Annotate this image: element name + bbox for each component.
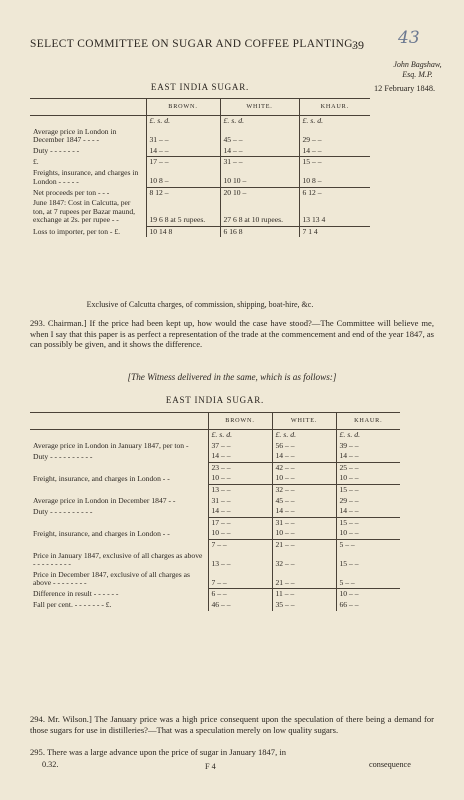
t1-cell-white: 27 6 8 at 10 rupees. [220, 198, 299, 226]
t2-cell-white: 32 – – [272, 484, 336, 495]
t1-row [30, 187, 370, 198]
t2-row [30, 506, 400, 517]
t2-cell-khaur: 10 – – [339, 473, 359, 483]
date-sidenote: 12 February 1848. [374, 84, 436, 93]
t2-cell-white: 56 – – [272, 441, 336, 452]
t2-row [30, 570, 400, 589]
t1-column-header: BROWN. [146, 99, 220, 116]
t1-cell-white: 45 – – [220, 127, 299, 146]
t2-cell-white: 21 – – [272, 539, 336, 550]
paragraph-293 [30, 318, 434, 350]
t1-cell-khaur: 7 1 4 [299, 226, 370, 237]
t2-cell-brown: 7 – – [208, 570, 272, 589]
t2-row [30, 517, 400, 528]
t2-row-label: Average price in London in January 1847, per ton - [30, 441, 208, 452]
t1-cell-brown: 31 – – [146, 127, 220, 146]
t1-row-label: June 1847: Cost in Calcutta, per ton, at 7 rupees per Bazar maund, exchange at 2s. per rupee - - [30, 198, 146, 226]
t2-cell-brown: 31 – – [208, 496, 272, 507]
t2-row-label: Fall per cent. - - - - - - - £. [30, 600, 208, 611]
t2-cell-brown: 13 – – [208, 551, 272, 570]
t2-cell-khaur: 10 – – [339, 528, 359, 538]
t2-header-row [30, 413, 400, 430]
t1-cell-brown: 10 14 8 [146, 226, 220, 237]
t1-units-row [30, 116, 370, 127]
t2-cell-khaur: 29 – – [339, 495, 359, 505]
witness-delivered: [The Witness delivered in the same, which is as follows:] [127, 372, 337, 382]
t1-cell-khaur: 10 8 – [302, 176, 322, 186]
t2-cell-brown: 14 – – [208, 506, 272, 517]
t2-row [30, 539, 400, 550]
t2-row-label: Freight, insurance, and charges in London - - [30, 528, 208, 539]
t2-row [30, 496, 400, 507]
table2 [30, 412, 400, 611]
t2-cell-brown: 46 – – [208, 600, 272, 611]
t2-row-label [30, 517, 208, 528]
t2-unit-header: £. s. d. [272, 430, 336, 441]
t2-cell-brown: 17 – – [208, 517, 272, 528]
t2-cell-brown: 6 – – [208, 589, 272, 600]
t2-cell-white: 31 – – [272, 517, 336, 528]
t2-cell-brown: 23 – – [208, 462, 272, 473]
t2-cell-white: 14 – – [272, 506, 336, 517]
t1-header-row [30, 99, 370, 116]
t2-cell-white: 45 – – [272, 496, 336, 507]
t1-cell-white: 6 16 8 [220, 226, 299, 237]
t1-cell-khaur: 14 – – [302, 145, 322, 155]
t1-cell-khaur: 29 – – [302, 135, 322, 145]
t2-cell-brown: 14 – – [208, 451, 272, 462]
t2-unit-header: £. s. d. [339, 430, 361, 439]
t2-row [30, 484, 400, 495]
running-title: SELECT COMMITTEE ON SUGAR AND COFFEE PLANTING. [30, 38, 357, 50]
t2-unit-header: £. s. d. [208, 430, 272, 441]
t2-row [30, 473, 400, 484]
t2-cell-khaur: 5 – – [339, 577, 355, 587]
t2-column-header: BROWN. [208, 413, 272, 430]
t1-cell-white: 31 – – [220, 157, 299, 168]
table2-caption: EAST INDIA SUGAR. [165, 395, 265, 405]
t2-cell-khaur: 25 – – [336, 462, 400, 473]
paragraph-293-text: 293. Chairman.] If the price had been kept up, how would the case have stood?—The Committee will believe me, when I say that this paper is as perfect a representation of the trade at the commencement and end of the year 1847, as can possibly be given, and it shows the difference. [30, 318, 434, 350]
t2-row-label [30, 539, 208, 550]
t2-row-label: Price in January 1847, exclusive of all charges as above - - - - - - - - - [30, 551, 208, 570]
t2-cell-khaur: 15 – – [339, 559, 359, 569]
t1-row [30, 226, 370, 237]
t2-cell-khaur: 66 – – [339, 600, 359, 609]
t2-cell-brown: 10 – – [208, 473, 272, 484]
t1-cell-brown: 8 12 – [146, 187, 220, 198]
t2-cell-brown: 7 – – [208, 539, 272, 550]
witness-title: Esq. M.P. [402, 70, 433, 79]
t1-row-label: £. [30, 157, 146, 168]
t2-cell-khaur: 15 – – [336, 484, 400, 495]
page-number: 39 [352, 38, 364, 52]
t2-row-label: Duty - - - - - - - - - - [30, 451, 208, 462]
t2-cell-white: 35 – – [272, 600, 336, 611]
t2-units-row [30, 430, 400, 441]
t1-unit-header: £. s. d. [302, 116, 324, 125]
t1-row-label: Loss to importer, per ton - £. [30, 226, 146, 237]
t1-cell-white: 14 – – [220, 146, 299, 157]
t2-column-header: WHITE. [272, 413, 336, 430]
t1-row [30, 146, 370, 157]
t1-cell-brown: 10 8 – [146, 168, 220, 187]
t1-row [30, 198, 370, 226]
t1-unit-header: £. s. d. [220, 116, 299, 127]
t2-cell-white: 32 – – [272, 551, 336, 570]
t2-units-label [30, 430, 208, 441]
t1-cell-khaur: 15 – – [299, 157, 370, 168]
t2-cell-brown: 10 – – [208, 528, 272, 539]
t1-cell-white: 10 10 – [220, 168, 299, 187]
t1-cell-brown: 17 – – [146, 157, 220, 168]
t2-row [30, 551, 400, 570]
footer-left: 0.32. [42, 760, 59, 769]
t2-row [30, 462, 400, 473]
t2-cell-khaur: 5 – – [336, 539, 400, 550]
t1-row [30, 168, 370, 187]
t1-cell-khaur: 13 13 4 [302, 214, 326, 224]
t1-cell-brown: 19 6 8 at 5 rupees. [146, 198, 220, 226]
witness-name: John Bagshaw, [393, 60, 442, 69]
t2-cell-brown: 13 – – [208, 484, 272, 495]
t2-row-label [30, 484, 208, 495]
t2-row [30, 589, 400, 600]
t1-header-label [30, 99, 146, 116]
t2-row [30, 600, 400, 611]
t2-cell-khaur: 39 – – [339, 440, 359, 450]
t2-cell-white: 10 – – [272, 473, 336, 484]
t2-cell-brown: 37 – – [208, 441, 272, 452]
t2-column-header: KHAUR. [336, 413, 400, 430]
t2-cell-khaur: 14 – – [339, 506, 359, 516]
paragraph-295-text: 295. There was a large advance upon the price of sugar in January 1847, in [30, 747, 287, 757]
t2-row [30, 528, 400, 539]
t1-row [30, 127, 370, 146]
pencil-page-number: 43 [398, 28, 420, 48]
t1-row-label: Net proceeds per ton - - - [30, 187, 146, 198]
t2-row-label [30, 462, 208, 473]
t2-cell-khaur: 14 – – [339, 451, 359, 461]
t1-units-label [30, 116, 146, 127]
t1-cell-khaur: 6 12 – [299, 187, 370, 198]
t2-row-label: Freight, insurance, and charges in London - - [30, 473, 208, 484]
t1-cell-brown: 14 – – [146, 146, 220, 157]
table1 [30, 98, 370, 237]
t2-row [30, 441, 400, 452]
t2-row-label: Average price in London in December 1847 - - [30, 496, 208, 507]
footer-center: F 4 [205, 762, 216, 771]
t2-row [30, 451, 400, 462]
table1-note: Exclusive of Calcutta charges, of commission, shipping, boat-hire, &c. [86, 300, 314, 309]
t2-cell-white: 42 – – [272, 462, 336, 473]
t2-row-label: Difference in result - - - - - - [30, 589, 208, 600]
table1-caption: EAST INDIA SUGAR. [150, 82, 250, 92]
t2-cell-white: 14 – – [272, 451, 336, 462]
t1-row-label: Average price in London in December 1847 - - - - [30, 127, 146, 146]
t1-row [30, 157, 370, 168]
t1-column-header: WHITE. [220, 99, 299, 116]
t2-row-label: Price in December 1847, exclusive of all charges as above - - - - - - - - [30, 570, 208, 589]
footer-right: consequence [369, 760, 411, 769]
t2-row-label: Duty - - - - - - - - - - [30, 506, 208, 517]
t2-cell-white: 21 – – [272, 570, 336, 589]
paragraph-294 [30, 714, 434, 735]
t1-column-header: KHAUR. [299, 99, 370, 116]
paragraph-294-text: 294. Mr. Wilson.] The January price was a high price consequent upon the speculation of there being a demand for those sugars for use in distilleries?—That was a speculation merely on low quality sugars. [30, 714, 434, 735]
t2-cell-khaur: 10 – – [336, 589, 400, 600]
t1-row-label: Duty - - - - - - - [30, 146, 146, 157]
paragraph-295 [30, 747, 434, 758]
witness-sidenote [375, 60, 460, 80]
t1-unit-header: £. s. d. [146, 116, 220, 127]
t1-row-label: Freights, insurance, and charges in London - - - - - [30, 168, 146, 187]
t2-cell-white: 11 – – [272, 589, 336, 600]
t2-header-label [30, 413, 208, 430]
t2-cell-white: 10 – – [272, 528, 336, 539]
t2-cell-khaur: 15 – – [336, 517, 400, 528]
t1-cell-white: 20 10 – [220, 187, 299, 198]
